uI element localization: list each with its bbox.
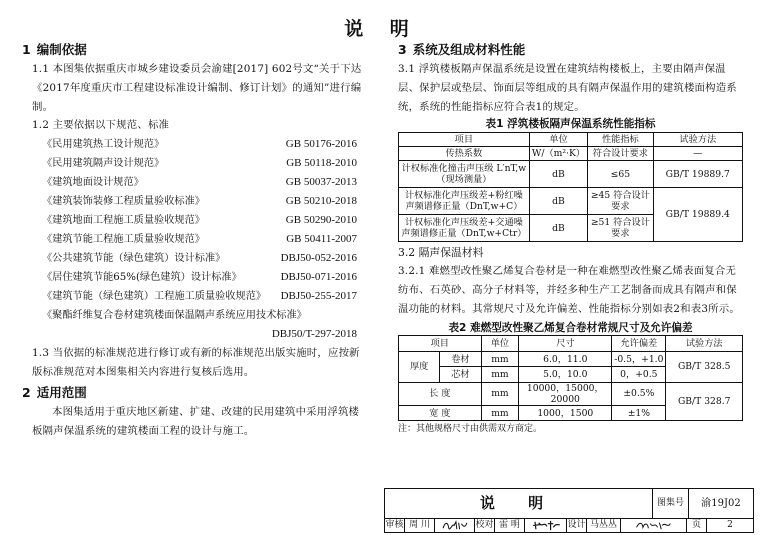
reference-name: 《建筑地面设计规范》 <box>42 177 144 189</box>
table-2-cell-size: 10000，15000，20000 <box>519 382 612 405</box>
reviewer-signature <box>435 518 475 533</box>
table-1-cell-unit: dB <box>529 161 587 188</box>
atlas-number: 渝19J02 <box>701 498 741 509</box>
table-2-cell-sub: 芯材 <box>440 367 481 383</box>
list-item <box>22 230 367 249</box>
checker-name: 雷 明 <box>495 518 525 533</box>
table-2-cell-size: 5.0，10.0 <box>519 367 612 383</box>
table-2-cell-method: GB/T 328.5 <box>666 351 743 382</box>
list-item <box>22 192 367 211</box>
table-2-note: 注：其他规格尺寸由供需双方商定。 <box>398 424 543 435</box>
reference-code-last: DBJ50/T-297-2018 <box>271 328 357 341</box>
table-2-cell-method: GB/T 328.7 <box>666 382 743 421</box>
reference-name: 《建筑节能工程施工质量验收规范》 <box>42 234 205 246</box>
table-2-cell-sub: 卷材 <box>440 351 481 367</box>
table-1-cell-unit: dB <box>529 188 587 215</box>
table-1-cell-value: ≤65 <box>588 161 653 188</box>
table-1-cell-method: — <box>653 147 742 161</box>
table-2-cell-size: 6.0，11.0 <box>519 351 612 367</box>
table-2-caption: 表2 难燃型改性聚乙烯复合卷材常规尺寸及允许偏差 <box>448 321 693 334</box>
list-item <box>22 249 367 268</box>
table-2-header-row <box>399 335 743 351</box>
table-1-header-item: 项目 <box>399 133 530 147</box>
table-2-thickness-label: 厚度 <box>399 351 440 382</box>
section-2-text: 本图集适用于重庆地区新建、扩建、改建的民用建筑中采用浮筑楼板隔声保温系统的建筑楼面工程的设计与施工。 <box>32 405 360 437</box>
reference-code: DBJ50-255-2017 <box>280 290 357 303</box>
checker-signature <box>525 518 567 533</box>
reference-code: GB 50037-2013 <box>285 176 357 189</box>
table-1-cell-method: GB/T 19889.4 <box>653 188 742 242</box>
page-number: 2 <box>727 520 733 530</box>
table-2-length-label: 长 度 <box>399 382 482 405</box>
list-item <box>22 306 367 325</box>
table-1-cell-value: ≥51 符合设计要求 <box>588 215 653 242</box>
section-1-1-text: 1.1 本图集依据重庆市城乡建设委员会渝建[2017] 602号文“关于下达《2017年度重庆市工程建设标准设计编制、修订计划》的通知”进行编制。 <box>32 63 362 113</box>
reference-name: 《建筑节能（绿色建筑）工程施工质量验收规范》 <box>42 291 267 303</box>
table-2-cell-size: 1000，1500 <box>519 405 612 421</box>
reference-name: 《公共建筑节能（绿色建筑）设计标准》 <box>42 253 226 265</box>
table-1-header-value: 性能指标 <box>588 133 653 147</box>
table-1-caption: 表1 浮筑楼板隔声保温系统性能指标 <box>485 118 656 131</box>
section-3-2-heading: 3.2 隔声保温材料 <box>398 246 484 260</box>
designer-name: 马丛丛 <box>587 518 621 533</box>
reference-code: GB 50118-2010 <box>286 157 357 170</box>
right-column <box>398 40 743 436</box>
reference-name: 《建筑地面工程施工质量验收规范》 <box>42 215 205 227</box>
table-2-header-size: 尺寸 <box>519 335 612 351</box>
table-2-width-label: 宽 度 <box>399 405 482 421</box>
reviewer-name: 周 川 <box>405 518 435 533</box>
reference-name: 《聚酯纤维复合卷材建筑楼面保温隔声系统应用技术标准》 <box>42 310 307 322</box>
atlas-number-label: 图集号 <box>653 489 689 518</box>
table-1-cell-item: 计权标准化声压级差+粉红噪声频谱修正量（DnT,w+C） <box>399 188 530 215</box>
list-item <box>22 154 367 173</box>
table-1-cell-unit: dB <box>529 215 587 242</box>
table-2 <box>398 335 743 422</box>
table-2-header-tolerance: 允许偏差 <box>612 335 666 351</box>
check-label: 校对 <box>475 518 495 533</box>
table-2-cell-tolerance: 0，+0.5 <box>612 367 666 383</box>
table-row <box>399 188 743 215</box>
table-2-cell-tolerance: ±0.5% <box>612 382 666 405</box>
list-item <box>22 211 367 230</box>
list-item <box>22 268 367 287</box>
signature-icon <box>530 520 562 531</box>
reference-name: 《建筑装饰装修工程质量验收标准》 <box>42 196 205 208</box>
title-block-title: 说 明 <box>385 489 653 518</box>
table-row <box>399 351 743 367</box>
reference-code: DBJ50-052-2016 <box>280 252 357 265</box>
table-2-header-method: 试验方法 <box>666 335 743 351</box>
table-1-header-row <box>399 133 743 147</box>
section-2-heading: 2 适用范围 <box>22 384 87 400</box>
reference-list <box>22 135 367 325</box>
table-2-header-unit: 单位 <box>481 335 519 351</box>
reference-code: GB 50210-2018 <box>285 195 357 208</box>
page-label: 页 <box>687 518 707 533</box>
table-row <box>399 161 743 188</box>
table-2-cell-unit: mm <box>481 351 519 367</box>
table-2-cell-unit: mm <box>481 382 519 405</box>
table-row <box>399 147 743 161</box>
table-2-cell-tolerance: ±1% <box>612 405 666 421</box>
signature-icon <box>440 520 470 531</box>
design-label: 设计 <box>567 518 587 533</box>
table-1-cell-value: ≥45 符合设计要求 <box>588 188 653 215</box>
reference-name: 《民用建筑热工设计规范》 <box>42 139 165 151</box>
table-row <box>399 382 743 405</box>
list-item <box>22 135 367 154</box>
section-1-2-text: 1.2 主要依据以下规范、标准 <box>32 119 170 132</box>
section-3-heading: 3 系统及组成材料性能 <box>398 42 526 57</box>
table-2-cell-unit: mm <box>481 367 519 383</box>
table-1-cell-method: GB/T 19889.7 <box>653 161 742 188</box>
page-title: 说 明 <box>344 18 419 40</box>
review-label: 审核 <box>385 518 405 533</box>
section-3-2-1-text: 3.2.1 难燃型改性聚乙烯复合卷材是一种在难燃型改性聚乙烯表面复合无纺布、石英砂、高分子材料等，并经多种生产工艺制备而成具有隔声和保温功能的材料。其常规尺寸及允许偏差、性能指标分别如表2和表3所示。 <box>398 265 740 315</box>
signature-icon <box>633 520 673 531</box>
list-item <box>22 287 367 306</box>
reference-code: GB 50411-2007 <box>286 233 357 246</box>
table-1-cell-value: 符合设计要求 <box>588 147 653 161</box>
reference-code: DBJ50-071-2016 <box>280 271 357 284</box>
section-1-heading: 1 编制依据 <box>22 42 87 57</box>
left-column <box>22 40 367 440</box>
table-2-header-item: 项目 <box>399 335 482 351</box>
table-1-cell-unit: W/（m²·K） <box>529 147 587 161</box>
table-2-cell-tolerance: -0.5，+1.0 <box>612 351 666 367</box>
reference-code: GB 50290-2010 <box>285 214 357 227</box>
table-1 <box>398 132 743 242</box>
table-1-header-unit: 单位 <box>529 133 587 147</box>
table-2-cell-unit: mm <box>481 405 519 421</box>
table-1-cell-item: 计权标准化撞击声压级 L′nT,w（现场测量） <box>399 161 530 188</box>
reference-name: 《民用建筑隔声设计规范》 <box>42 158 165 170</box>
table-1-cell-item: 计权标准化声压级差+交通噪声频谱修正量（DnT,w+Ctr） <box>399 215 530 242</box>
designer-signature <box>621 518 687 533</box>
reference-code: GB 50176-2016 <box>285 138 357 151</box>
drawing-title-block <box>384 488 754 533</box>
table-1-header-method: 试验方法 <box>653 133 742 147</box>
table-1-cell-item: 传热系数 <box>399 147 530 161</box>
section-3-1-text: 3.1 浮筑楼板隔声保温系统是设置在建筑结构楼板上，主要由隔声保温层、保护层或垫层、饰面层等组成的具有隔声保温作用的建筑楼面构造系统，系统的性能指标应符合表1的规定。 <box>398 63 737 113</box>
list-item <box>22 173 367 192</box>
section-1-3-text: 1.3 当依据的标准规范进行修订或有新的标准规范出版实施时，应按新版标准规范对本图集相关内容进行复核后选用。 <box>32 347 360 378</box>
reference-name: 《居住建筑节能65%(绿色建筑）设计标准》 <box>42 272 242 284</box>
